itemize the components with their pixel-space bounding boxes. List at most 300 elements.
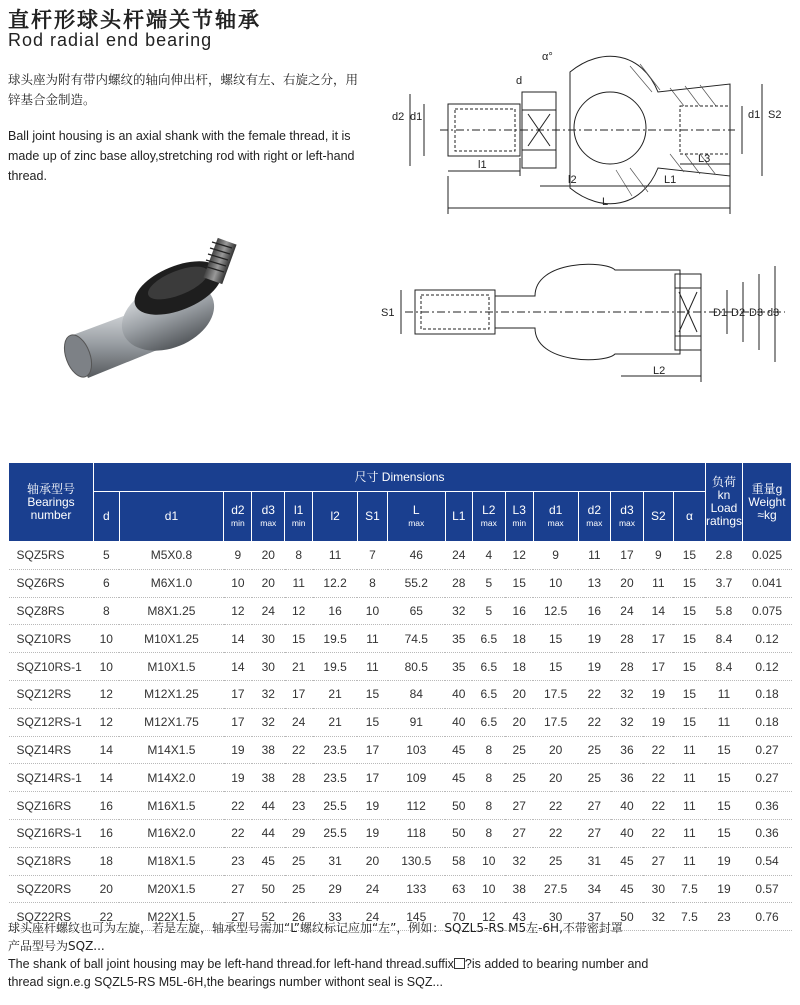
- table-cell: 30: [252, 653, 285, 681]
- table-cell: 19: [643, 680, 673, 708]
- table-cell: 23: [224, 847, 252, 875]
- table-cell: 4: [472, 542, 505, 570]
- table-cell: 37: [578, 903, 611, 931]
- table-cell: 22: [643, 764, 673, 792]
- table-cell: 25: [578, 736, 611, 764]
- table-cell: 45: [611, 847, 644, 875]
- table-cell: 25.5: [313, 819, 358, 847]
- table-cell: 10: [224, 569, 252, 597]
- table-cell: 22: [285, 736, 313, 764]
- table-cell: 27: [578, 792, 611, 820]
- table-cell: 20: [533, 736, 578, 764]
- table-cell: M16X2.0: [119, 819, 224, 847]
- table-cell: 7.5: [673, 903, 705, 931]
- table-cell: 24: [357, 875, 387, 903]
- table-cell: 44: [252, 792, 285, 820]
- table-cell: 40: [445, 680, 472, 708]
- table-cell: 58: [445, 847, 472, 875]
- table-cell: 5: [94, 542, 120, 570]
- table-cell: 22: [643, 792, 673, 820]
- table-cell: 22: [578, 708, 611, 736]
- table-cell: 15: [285, 625, 313, 653]
- table-cell: 21: [313, 708, 358, 736]
- table-cell: 17: [643, 653, 673, 681]
- table-cell: 27: [224, 875, 252, 903]
- table-cell: 6.5: [472, 708, 505, 736]
- table-cell: 24: [357, 903, 387, 931]
- table-cell: 8.4: [705, 653, 742, 681]
- table-row: [9, 680, 792, 708]
- table-cell: 20: [533, 764, 578, 792]
- table-cell: 20: [611, 569, 644, 597]
- table-cell: 25: [505, 736, 533, 764]
- table-cell: 27: [224, 903, 252, 931]
- table-cell: 0.27: [743, 736, 792, 764]
- table-cell: 34: [578, 875, 611, 903]
- table-cell: 8: [472, 764, 505, 792]
- table-cell: 12.2: [313, 569, 358, 597]
- table-cell: 29: [313, 875, 358, 903]
- table-cell: 16: [578, 597, 611, 625]
- table-cell: 11: [673, 792, 705, 820]
- table-cell: M5X0.8: [119, 542, 224, 570]
- bearing-number-cell: SQZ10RS-1: [9, 653, 94, 681]
- table-row: [9, 625, 792, 653]
- table-cell: 0.18: [743, 680, 792, 708]
- table-cell: 28: [285, 764, 313, 792]
- col-header: d2 max: [578, 492, 611, 542]
- table-cell: 5.8: [705, 597, 742, 625]
- table-cell: 31: [578, 847, 611, 875]
- label-d1: d1: [410, 111, 423, 123]
- bearing-number-cell: SQZ5RS: [9, 542, 94, 570]
- page-title-en: Rod radial end bearing: [8, 30, 213, 50]
- table-cell: 19: [357, 819, 387, 847]
- table-cell: 24: [611, 597, 644, 625]
- table-cell: M16X1.5: [119, 792, 224, 820]
- table-cell: 45: [445, 764, 472, 792]
- table-cell: 50: [252, 875, 285, 903]
- table-cell: M18X1.5: [119, 847, 224, 875]
- table-cell: 8: [472, 736, 505, 764]
- table-cell: 22: [643, 736, 673, 764]
- table-cell: 22: [224, 792, 252, 820]
- table-cell: 15: [705, 736, 742, 764]
- table-cell: 27.5: [533, 875, 578, 903]
- label-L3: L3: [698, 153, 711, 165]
- table-cell: 32: [252, 680, 285, 708]
- table-cell: 9: [224, 542, 252, 570]
- table-cell: 10: [472, 875, 505, 903]
- table-cell: 13: [578, 569, 611, 597]
- table-cell: 11: [673, 736, 705, 764]
- table-cell: M10X1.5: [119, 653, 224, 681]
- table-cell: 6.5: [472, 680, 505, 708]
- table-row: [9, 542, 792, 570]
- table-cell: 20: [505, 708, 533, 736]
- table-cell: 80.5: [388, 653, 446, 681]
- table-cell: 17: [643, 625, 673, 653]
- table-cell: 145: [388, 903, 446, 931]
- col-header: d2 min: [224, 492, 252, 542]
- table-cell: 10: [357, 597, 387, 625]
- col-header: d3 max: [252, 492, 285, 542]
- note-cn-line1: 球头座杆螺纹也可为左旋，若是左旋，轴承型号需加“L”螺纹标记应加“左”，例如：SQZL5-RS M5左-6H,不带密封罩: [8, 921, 623, 935]
- table-cell: 25: [578, 764, 611, 792]
- table-cell: 0.18: [743, 708, 792, 736]
- bearing-number-cell: SQZ12RS-1: [9, 708, 94, 736]
- table-cell: 15: [673, 680, 705, 708]
- table-cell: 14: [94, 764, 120, 792]
- table-cell: 30: [252, 625, 285, 653]
- table-cell: 19: [578, 625, 611, 653]
- table-cell: 15: [673, 542, 705, 570]
- table-cell: 18: [505, 625, 533, 653]
- table-cell: 32: [445, 597, 472, 625]
- table-row: [9, 708, 792, 736]
- label-d2: d2: [392, 111, 405, 123]
- table-cell: 11: [705, 680, 742, 708]
- table-cell: 63: [445, 875, 472, 903]
- table-cell: 21: [313, 680, 358, 708]
- table-cell: 29: [285, 819, 313, 847]
- table-cell: 11: [357, 625, 387, 653]
- table-cell: 23.5: [313, 736, 358, 764]
- table-cell: 0.075: [743, 597, 792, 625]
- table-cell: 0.27: [743, 764, 792, 792]
- bearing-number-cell: SQZ18RS: [9, 847, 94, 875]
- table-cell: 22: [224, 819, 252, 847]
- table-cell: 6: [94, 569, 120, 597]
- table-cell: 8: [94, 597, 120, 625]
- label-d1-right: d1: [748, 109, 761, 121]
- table-cell: 15: [673, 625, 705, 653]
- table-cell: 15: [673, 653, 705, 681]
- col-header: L3 min: [505, 492, 533, 542]
- table-cell: 19: [705, 875, 742, 903]
- table-cell: 0.36: [743, 792, 792, 820]
- table-cell: 12: [285, 597, 313, 625]
- table-cell: 45: [611, 875, 644, 903]
- table-cell: 11: [673, 819, 705, 847]
- table-cell: 38: [252, 764, 285, 792]
- note-en-line2: thread sign.e.g SQZL5-RS M5L-6H,the bearings number withont seal is SQZ...: [8, 975, 443, 989]
- table-cell: 19: [357, 792, 387, 820]
- table-cell: 22: [578, 680, 611, 708]
- table-cell: 10: [94, 653, 120, 681]
- table-cell: 17: [357, 764, 387, 792]
- label-D1: D1: [713, 307, 728, 319]
- table-cell: 16: [94, 792, 120, 820]
- table-cell: 24: [445, 542, 472, 570]
- table-cell: 0.12: [743, 653, 792, 681]
- col-header: d1 max: [533, 492, 578, 542]
- table-cell: M8X1.25: [119, 597, 224, 625]
- table-cell: M14X2.0: [119, 764, 224, 792]
- col-header: l2: [313, 492, 358, 542]
- table-cell: 18: [94, 847, 120, 875]
- table-cell: M14X1.5: [119, 736, 224, 764]
- table-cell: 0.12: [743, 625, 792, 653]
- table-cell: 19: [643, 708, 673, 736]
- table-cell: 14: [224, 625, 252, 653]
- table-cell: 16: [505, 597, 533, 625]
- table-cell: 22: [533, 819, 578, 847]
- table-cell: 17: [285, 680, 313, 708]
- table-cell: 15: [357, 708, 387, 736]
- table-cell: 109: [388, 764, 446, 792]
- table-cell: 10: [94, 625, 120, 653]
- table-cell: 19.5: [313, 625, 358, 653]
- table-cell: 103: [388, 736, 446, 764]
- label-s2: S2: [768, 109, 782, 121]
- top-view-drawing: [375, 250, 795, 400]
- table-cell: 11: [673, 764, 705, 792]
- table-cell: 17.5: [533, 680, 578, 708]
- table-cell: 11: [578, 542, 611, 570]
- table-cell: M20X1.5: [119, 875, 224, 903]
- table-cell: 112: [388, 792, 446, 820]
- table-cell: 9: [643, 542, 673, 570]
- table-cell: 25: [285, 875, 313, 903]
- table-cell: 43: [505, 903, 533, 931]
- col-header: α: [673, 492, 705, 542]
- table-cell: 45: [445, 736, 472, 764]
- table-cell: 12: [224, 597, 252, 625]
- table-cell: 25.5: [313, 792, 358, 820]
- table-cell: 55.2: [388, 569, 446, 597]
- label-D2: D2: [731, 307, 746, 319]
- table-cell: 27: [643, 847, 673, 875]
- header-load-ratings: 负荷kn Load ratings: [705, 463, 742, 542]
- table-row: [9, 875, 792, 903]
- product-photo: [50, 228, 290, 408]
- table-cell: 0.025: [743, 542, 792, 570]
- table-row: [9, 653, 792, 681]
- table-cell: 118: [388, 819, 446, 847]
- table-cell: 7.5: [673, 875, 705, 903]
- bearing-number-cell: SQZ8RS: [9, 597, 94, 625]
- table-cell: 32: [252, 708, 285, 736]
- table-cell: 38: [252, 736, 285, 764]
- page-title-cn: 直杆形球头杆端关节轴承: [8, 8, 261, 32]
- table-cell: 32: [611, 680, 644, 708]
- table-cell: 11: [643, 569, 673, 597]
- notes: [8, 919, 798, 991]
- table-cell: 8: [472, 792, 505, 820]
- table-cell: 15: [505, 569, 533, 597]
- table-cell: 28: [445, 569, 472, 597]
- table-cell: 30: [643, 875, 673, 903]
- table-cell: 36: [611, 764, 644, 792]
- table-cell: 70: [445, 903, 472, 931]
- table-cell: 32: [611, 708, 644, 736]
- table-row: [9, 569, 792, 597]
- bearing-number-cell: SQZ6RS: [9, 569, 94, 597]
- note-en-line1: The shank of ball joint housing may be left-hand thread.for left-hand thread.suffix ?is added to bearing number and: [8, 957, 649, 971]
- intro-text-cn: 球头座为附有带内螺纹的轴向伸出杆，螺纹有左、右旋之分，用锌基合金制造。: [8, 72, 359, 107]
- table-cell: 12: [505, 542, 533, 570]
- table-cell: 6.5: [472, 653, 505, 681]
- table-cell: 15: [705, 792, 742, 820]
- table-cell: 16: [313, 597, 358, 625]
- table-cell: 40: [611, 819, 644, 847]
- col-header: L1: [445, 492, 472, 542]
- col-header: L2 max: [472, 492, 505, 542]
- table-cell: 11: [313, 542, 358, 570]
- table-cell: 0.36: [743, 819, 792, 847]
- table-cell: 20: [94, 875, 120, 903]
- table-cell: 19: [578, 653, 611, 681]
- table-cell: 36: [611, 736, 644, 764]
- col-header: L max: [388, 492, 446, 542]
- table-cell: 23: [285, 792, 313, 820]
- table-cell: 17: [224, 680, 252, 708]
- intro-text-en: Ball joint housing is an axial shank with the female thread, it is made up of zinc base alloy,stretching rod with right or left-hand thread.: [8, 129, 355, 183]
- table-cell: 17: [611, 542, 644, 570]
- table-cell: 27: [505, 792, 533, 820]
- table-cell: 8: [357, 569, 387, 597]
- table-cell: 16: [94, 819, 120, 847]
- table-cell: 15: [533, 625, 578, 653]
- table-cell: 9: [533, 542, 578, 570]
- table-cell: 20: [505, 680, 533, 708]
- table-cell: M6X1.0: [119, 569, 224, 597]
- table-cell: 35: [445, 625, 472, 653]
- table-cell: 19: [705, 847, 742, 875]
- table-cell: 15: [705, 819, 742, 847]
- table-cell: 15: [705, 764, 742, 792]
- table-cell: 33: [313, 903, 358, 931]
- col-header: d: [94, 492, 120, 542]
- header-weight: 重量g Weight ≈kg: [743, 463, 792, 542]
- specs-table: [8, 462, 792, 931]
- table-cell: 5: [472, 569, 505, 597]
- table-cell: 32: [505, 847, 533, 875]
- table-row: [9, 764, 792, 792]
- label-L1: L1: [664, 174, 677, 186]
- table-cell: 23: [705, 903, 742, 931]
- table-cell: M22X1.5: [119, 903, 224, 931]
- label-L: L: [602, 196, 609, 208]
- label-d3: d3: [767, 307, 780, 319]
- table-cell: 52: [252, 903, 285, 931]
- table-cell: 133: [388, 875, 446, 903]
- table-cell: 8.4: [705, 625, 742, 653]
- table-cell: 11: [705, 708, 742, 736]
- table-cell: 17: [224, 708, 252, 736]
- table-cell: 27: [505, 819, 533, 847]
- table-cell: 74.5: [388, 625, 446, 653]
- table-cell: 19: [224, 736, 252, 764]
- table-cell: 7: [357, 542, 387, 570]
- table-cell: 65: [388, 597, 446, 625]
- table-cell: 12: [472, 903, 505, 931]
- bearing-number-cell: SQZ16RS-1: [9, 819, 94, 847]
- label-s1: S1: [381, 307, 395, 319]
- table-cell: 40: [445, 708, 472, 736]
- table-cell: 46: [388, 542, 446, 570]
- header-bearing-number: 轴承型号 Bearings number: [9, 463, 94, 542]
- header-dimensions: 尺寸 Dimensions: [94, 463, 706, 492]
- table-cell: 0.041: [743, 569, 792, 597]
- table-cell: 15: [673, 708, 705, 736]
- table-cell: 3.7: [705, 569, 742, 597]
- table-cell: 28: [611, 653, 644, 681]
- table-cell: 11: [357, 653, 387, 681]
- side-section-drawing: [380, 46, 795, 226]
- table-row: [9, 792, 792, 820]
- label-l1: l1: [478, 159, 487, 171]
- table-row: [9, 819, 792, 847]
- table-cell: 22: [94, 903, 120, 931]
- table-cell: 30: [533, 903, 578, 931]
- bearing-number-cell: SQZ14RS-1: [9, 764, 94, 792]
- table-cell: 12: [94, 680, 120, 708]
- table-cell: 44: [252, 819, 285, 847]
- table-cell: 15: [357, 680, 387, 708]
- table-cell: 19: [224, 764, 252, 792]
- table-cell: 10: [472, 847, 505, 875]
- table-row: [9, 736, 792, 764]
- table-cell: 23.5: [313, 764, 358, 792]
- suffix-box-icon: [454, 958, 465, 969]
- table-cell: 50: [445, 819, 472, 847]
- table-cell: 130.5: [388, 847, 446, 875]
- table-cell: M12X1.25: [119, 680, 224, 708]
- table-cell: 22: [643, 819, 673, 847]
- table-cell: 14: [94, 736, 120, 764]
- bearing-number-cell: SQZ12RS: [9, 680, 94, 708]
- table-cell: 35: [445, 653, 472, 681]
- table-cell: 14: [224, 653, 252, 681]
- col-header: d1: [119, 492, 224, 542]
- table-cell: 24: [285, 708, 313, 736]
- table-cell: 84: [388, 680, 446, 708]
- table-cell: 24: [252, 597, 285, 625]
- table-cell: 22: [533, 792, 578, 820]
- col-header: d3 max: [611, 492, 644, 542]
- table-cell: 50: [611, 903, 644, 931]
- table-cell: 17: [357, 736, 387, 764]
- table-cell: 20: [252, 569, 285, 597]
- table-cell: 10: [533, 569, 578, 597]
- col-header: S1: [357, 492, 387, 542]
- table-cell: 20: [252, 542, 285, 570]
- table-cell: 0.76: [743, 903, 792, 931]
- table-cell: 2.8: [705, 542, 742, 570]
- table-cell: 50: [445, 792, 472, 820]
- table-cell: 31: [313, 847, 358, 875]
- bearing-number-cell: SQZ10RS: [9, 625, 94, 653]
- table-row: [9, 597, 792, 625]
- table-cell: 27: [578, 819, 611, 847]
- label-alpha: α°: [542, 51, 553, 63]
- table-cell: M10X1.25: [119, 625, 224, 653]
- table-cell: M12X1.75: [119, 708, 224, 736]
- label-L2: L2: [653, 365, 666, 377]
- table-cell: 11: [285, 569, 313, 597]
- table-cell: 28: [611, 625, 644, 653]
- table-cell: 15: [673, 597, 705, 625]
- table-cell: 17.5: [533, 708, 578, 736]
- table-cell: 14: [643, 597, 673, 625]
- table-cell: 11: [673, 847, 705, 875]
- col-header: l1 min: [285, 492, 313, 542]
- label-l2: l2: [568, 174, 577, 186]
- table-cell: 15: [533, 653, 578, 681]
- table-cell: 20: [357, 847, 387, 875]
